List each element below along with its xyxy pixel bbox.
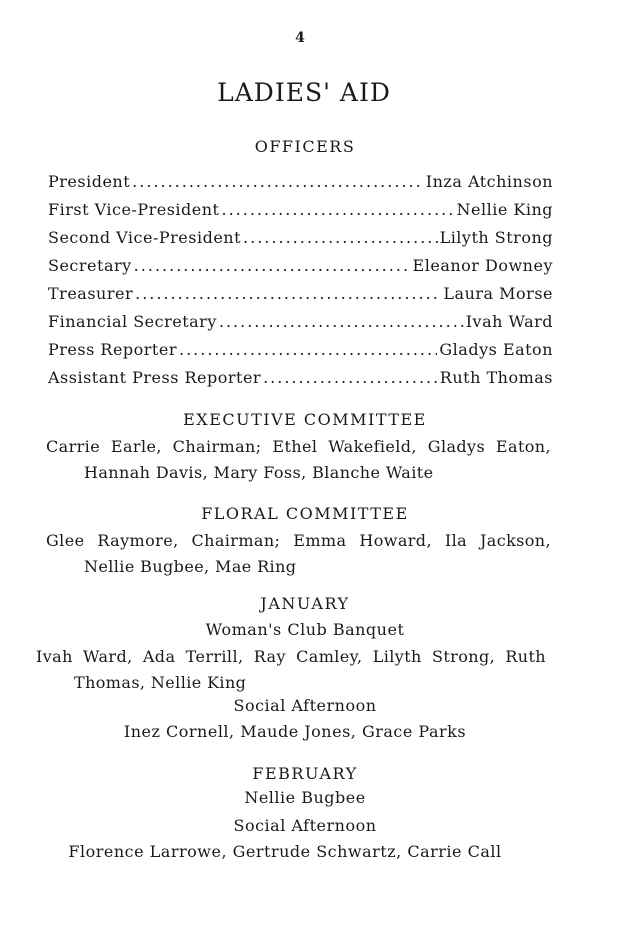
page-title: LADIES' AID (217, 78, 391, 107)
leader-dots (221, 196, 454, 224)
officer-role: Treasurer (48, 284, 134, 303)
officer-role: First Vice-President (48, 200, 220, 219)
leader-dots (263, 364, 438, 392)
officer-row (48, 224, 553, 252)
officer-row (48, 168, 553, 196)
officer-row (48, 336, 553, 364)
leader-dots (179, 336, 437, 364)
january-social-title: Social Afternoon (233, 696, 377, 715)
officer-role: Second Vice-President (48, 228, 242, 247)
february-social-title: Social Afternoon (233, 816, 377, 835)
officer-row (48, 308, 553, 336)
leader-dots (132, 168, 424, 196)
officer-row (48, 252, 553, 280)
officers-heading: OFFICERS (254, 137, 356, 156)
february-host: Nellie Bugbee (244, 788, 366, 807)
leader-dots (243, 224, 438, 252)
executive-committee-members: Carrie Earle, Chairman; Ethel Wakefield, Gladys Eaton, Hannah Davis, Mary Foss, Blanche Waite (46, 437, 551, 482)
february-heading: FEBRUARY (252, 764, 358, 783)
officer-name: Laura Morse (443, 284, 553, 303)
officer-row (48, 364, 553, 392)
officer-name: Gladys Eaton (439, 340, 553, 359)
officer-role: Assistant Press Reporter (48, 368, 262, 387)
january-heading: JANUARY (260, 594, 350, 613)
officer-name: Ruth Thomas (439, 368, 553, 387)
officer-row (48, 280, 553, 308)
leader-dots (134, 252, 411, 280)
officer-role: Secretary (48, 256, 132, 275)
floral-committee-members: Glee Raymore, Chairman; Emma Howard, Ila Jackson, Nellie Bugbee, Mae Ring (46, 531, 551, 576)
officer-name: Ivah Ward (465, 312, 553, 331)
leader-dots (219, 308, 464, 336)
executive-committee-heading: EXECUTIVE COMMITTEE (183, 410, 427, 429)
officer-name: Eleanor Downey (412, 256, 553, 275)
page-number: 4 (295, 30, 305, 46)
officer-name: Nellie King (456, 200, 553, 219)
floral-committee-heading: FLORAL COMMITTEE (201, 504, 409, 523)
january-social-members: Inez Cornell, Maude Jones, Grace Parks (123, 722, 467, 741)
officer-row (48, 196, 553, 224)
officer-role: Press Reporter (48, 340, 177, 359)
officer-name: Lilyth Strong (439, 228, 553, 247)
officers-list (48, 168, 553, 392)
leader-dots (135, 280, 441, 308)
officer-role: Financial Secretary (48, 312, 217, 331)
officer-name: Inza Atchinson (425, 172, 553, 191)
february-social-members: Florence Larrowe, Gertrude Schwartz, Carrie Call (68, 842, 502, 861)
january-event-members: Ivah Ward, Ada Terrill, Ray Camley, Lilyth Strong, Ruth Thomas, Nellie King (36, 647, 546, 692)
january-event-title: Woman's Club Banquet (205, 620, 405, 639)
officer-role: President (48, 172, 131, 191)
